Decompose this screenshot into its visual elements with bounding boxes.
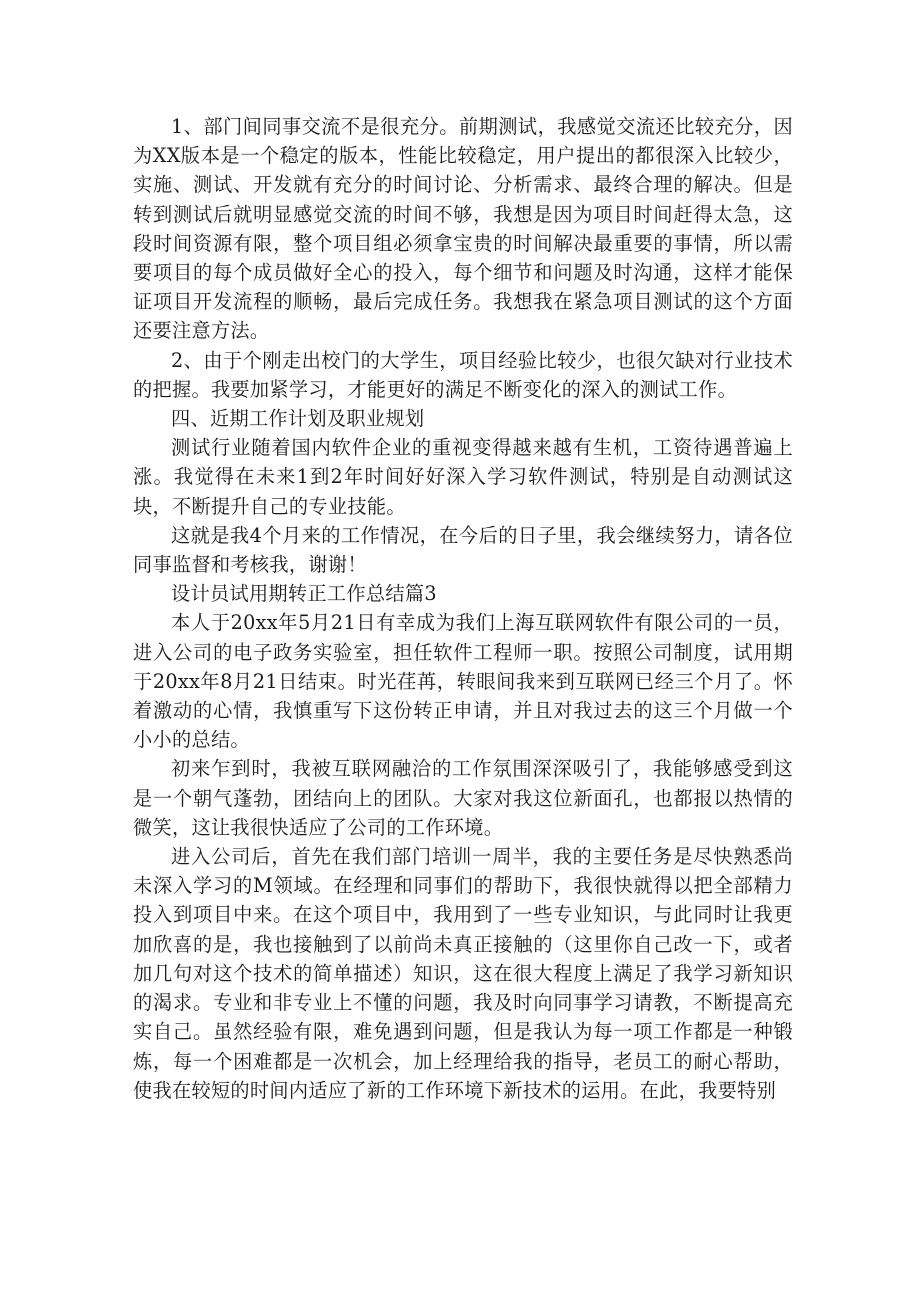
paragraph-closing: 这就是我4个月来的工作情况，在今后的日子里，我会继续努力，请各位同事监督和考核我，谢谢！ [133,523,793,577]
paragraph-first-impression: 初来乍到时，我被互联网融洽的工作氛围深深吸引了，我能够感受到这是一个朝气蓬勃，团结向上的团队。大家对我这位新面孔，也都报以热情的微笑，这让我很快适应了公司的工作环境。 [133,757,793,839]
paragraph-experience: 2、由于个刚走出校门的大学生，项目经验比较少，也很欠缺对行业技术的把握。我要加紧学习，才能更好的满足不断变化的深入的测试工作。 [133,348,793,401]
section-heading-plan: 四、近期工作计划及职业规划 [171,407,425,431]
paragraph-industry: 测试行业随着国内软件企业的重视变得越来越有生机，工资待遇普遍上涨。我觉得在未来1到2年时间好好深入学习软件测试，特别是自动测试这块，不断提升自己的专业技能。 [133,436,793,518]
paragraph-training: 进入公司后，首先在我们部门培训一周半，我的主要任务是尽快熟悉尚未深入学习的M领域。在经理和同事们的帮助下，我很快就得以把全部精力投入到项目中来。在这个项目中，我用到了一些专业知识，与此同时让我更加欣喜的是，我也接触到了以前尚未真正接触的（这里你自己改一下，或者加几句对这个技术的简单描述）知识，这在很大程度上满足了我学习新知识的渴求。专业和非专业上不懂的问题，我及时向同事学习请教，不断提高充实自己。虽然经验有限，难免遇到问题，但是我认为每一项工作都是一种锻炼，每一个困难都是一次机会，加上经理给我的指导，老员工的耐心帮助，使我在较短的时间内适应了新的工作环境下新技术的运用。在此，我要特别 [133,845,793,1102]
paragraph-communication: 1、部门间同事交流不是很充分。前期测试，我感觉交流还比较充分，因为XX版本是一个稳定的版本，性能比较稳定，用户提出的都很深入比较少，实施、测试、开发就有充分的时间讨论、分析需求、最终合理的解决。但是转到测试后就明显感觉交流的时间不够，我想是因为项目时间赶得太急，这段时间资源有限，整个项目组必须拿宝贵的时间解决最重要的事情，所以需要项目的每个成员做好全心的投入，每个细节和问题及时沟通，这样才能保证项目开发流程的顺畅，最后完成任务。我想我在紧急项目测试的这个方面还要注意方法。 [133,115,793,343]
document-body [133,112,793,1105]
paragraph-introduction: 本人于20xx年5月21日有幸成为我们上海互联网软件有限公司的一员，进入公司的电子政务实验室，担任软件工程师一职。按照公司制度，试用期于20xx年8月21日结束。时光荏苒，转眼间我来到互联网已经三个月了。怀着激动的心情，我慎重写下这份转正申请，并且对我过去的这三个月做一个小小的总结。 [133,611,793,752]
section-heading-part3: 设计员试用期转正工作总结篇3 [171,582,437,606]
